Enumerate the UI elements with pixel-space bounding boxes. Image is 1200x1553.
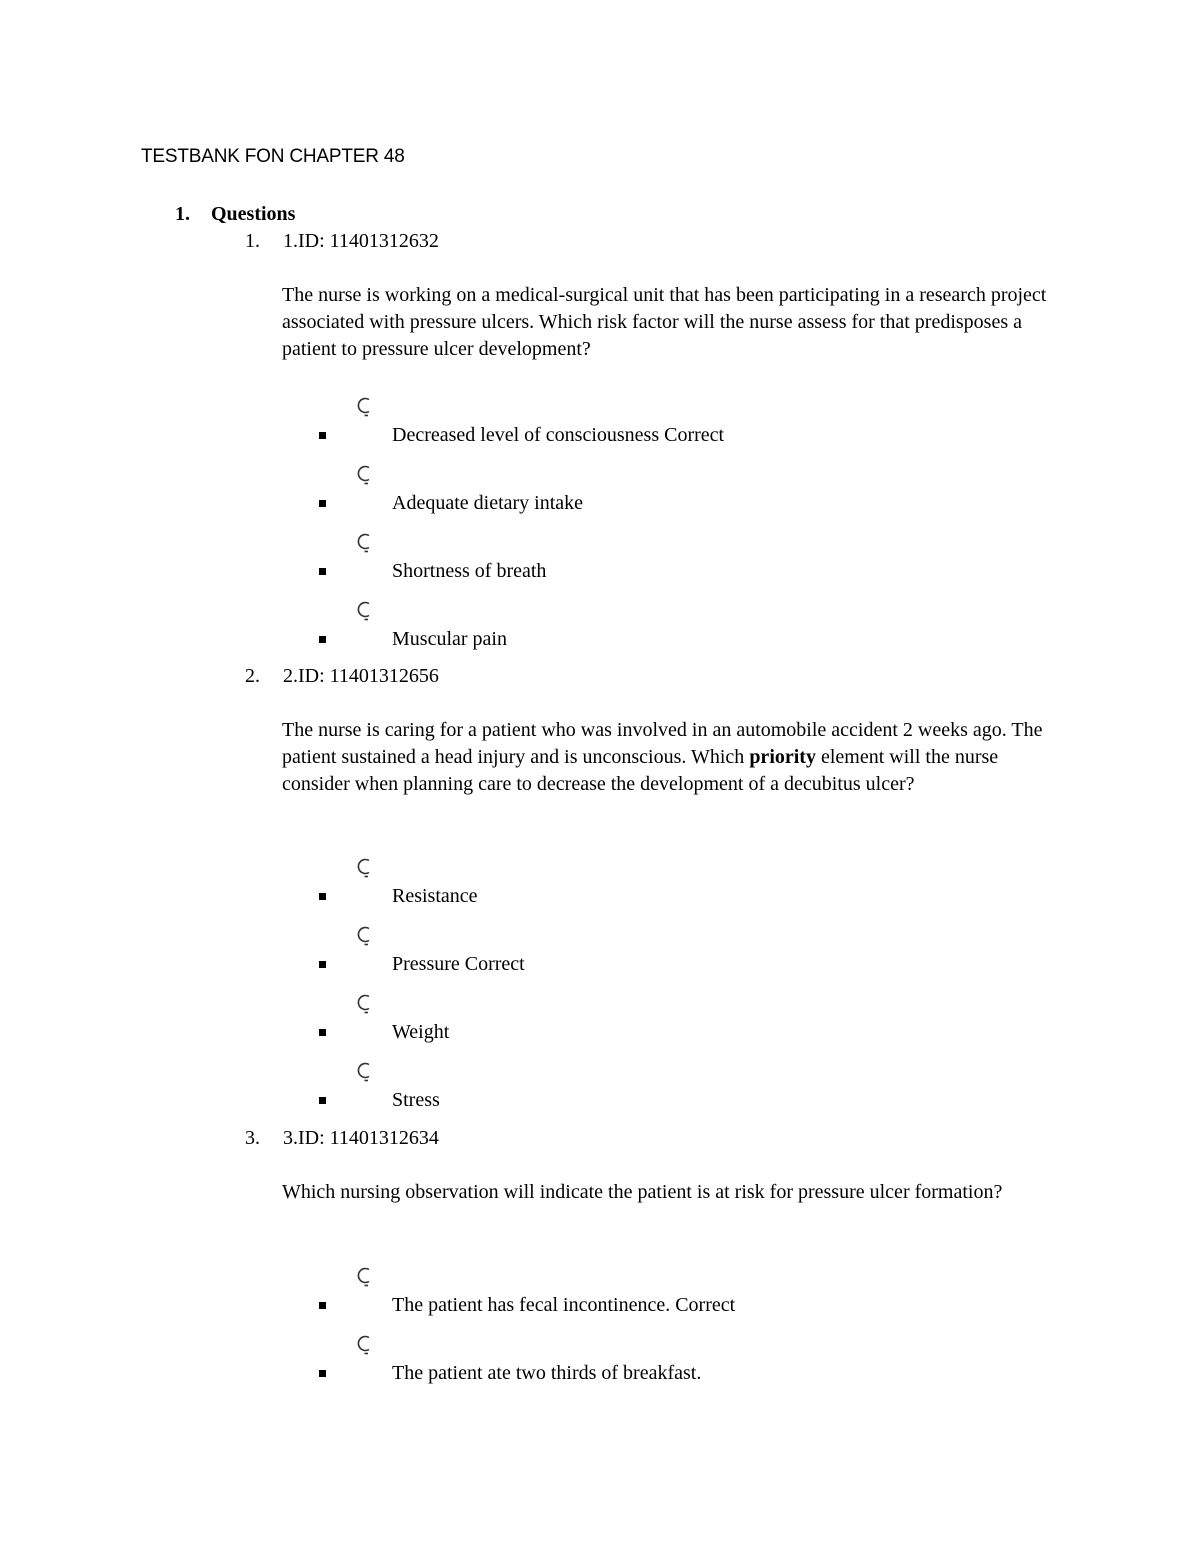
question-id: 2.ID: 11401312656	[283, 665, 439, 687]
square-bullet-icon	[319, 1029, 326, 1036]
radio-button-icon[interactable]	[354, 463, 374, 485]
question-number: 2.	[245, 665, 260, 687]
square-bullet-icon	[319, 961, 326, 968]
answer-option[interactable]	[0, 599, 1200, 667]
answer-option[interactable]	[0, 924, 1200, 992]
answer-option-label: Shortness of breath	[392, 560, 547, 582]
answer-option[interactable]	[0, 856, 1200, 924]
answer-option[interactable]	[0, 531, 1200, 599]
answer-option-label: Muscular pain	[392, 628, 507, 650]
answer-option-label: Adequate dietary intake	[392, 492, 584, 514]
section-number: 1.	[175, 203, 190, 225]
square-bullet-icon	[319, 636, 326, 643]
answer-option[interactable]	[0, 395, 1200, 463]
question-id: 3.ID: 11401312634	[283, 1127, 439, 1149]
radio-button-icon[interactable]	[354, 1265, 374, 1287]
answer-option-label: Weight	[392, 1021, 450, 1043]
question-number: 3.	[245, 1127, 260, 1149]
section-title: Questions	[211, 203, 296, 225]
square-bullet-icon	[319, 1370, 326, 1377]
square-bullet-icon	[319, 432, 326, 439]
answer-option[interactable]	[0, 1060, 1200, 1128]
answer-option[interactable]	[0, 992, 1200, 1060]
answer-option[interactable]	[0, 1265, 1200, 1333]
square-bullet-icon	[319, 568, 326, 575]
answer-option-label: The patient has fecal incontinence. Correct	[392, 1294, 736, 1316]
radio-button-icon[interactable]	[354, 395, 374, 417]
square-bullet-icon	[319, 1302, 326, 1309]
question-number: 1.	[245, 230, 260, 252]
answer-option-label: Resistance	[392, 885, 478, 907]
square-bullet-icon	[319, 1097, 326, 1104]
radio-button-icon[interactable]	[354, 992, 374, 1014]
emphasis-priority: priority	[749, 746, 816, 768]
answer-option-label: The patient ate two thirds of breakfast.	[392, 1362, 702, 1384]
document-title: TESTBANK FON CHAPTER 48	[141, 146, 405, 167]
answer-option-label: Pressure Correct	[392, 953, 525, 975]
radio-button-icon[interactable]	[354, 1060, 374, 1082]
radio-button-icon[interactable]	[354, 856, 374, 878]
question-text: Which nursing observation will indicate the patient is at risk for pressure ulcer formation?	[282, 1181, 1003, 1203]
radio-button-icon[interactable]	[354, 599, 374, 621]
answer-option[interactable]	[0, 1333, 1200, 1401]
answer-option[interactable]	[0, 463, 1200, 531]
square-bullet-icon	[319, 893, 326, 900]
radio-button-icon[interactable]	[354, 1333, 374, 1355]
question-id: 1.ID: 11401312632	[283, 230, 439, 252]
question-text: The nurse is working on a medical-surgical unit that has been participating in a research project associated with pressure ulcers. Which risk factor will the nurse assess for that predisposes a patient to pressure ulcer development?	[282, 284, 1047, 360]
answer-option-label: Stress	[392, 1089, 440, 1111]
question-text: The nurse is caring for a patient who was involved in an automobile accident 2 weeks ago. The patient sustained a head injury and is unconscious. Which priority element will the nurse consider when planning care to decrease the development of a decubitus ulcer?	[282, 719, 1043, 795]
answer-option-label: Decreased level of consciousness Correct	[392, 424, 725, 446]
radio-button-icon[interactable]	[354, 924, 374, 946]
square-bullet-icon	[319, 500, 326, 507]
radio-button-icon[interactable]	[354, 531, 374, 553]
